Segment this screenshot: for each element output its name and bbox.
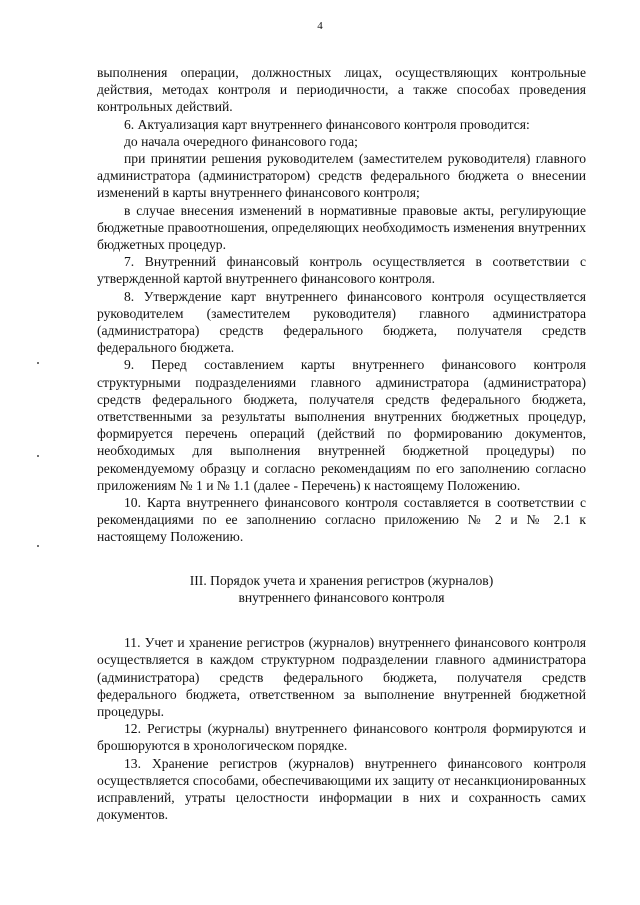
section-heading-line-1: III. Порядок учета и хранения регистров (журналов): [189, 572, 494, 588]
scan-speck: [37, 455, 39, 457]
paragraph: в случае внесения изменений в нормативные правовые акты, регулирующие бюджетные правоотношения, определяющих необходимость изменения внутренних бюджетных процедур.: [97, 202, 586, 253]
paragraph: 13. Хранение регистров (журналов) внутреннего финансового контроля осуществляется способами, обеспечивающими их защиту от несанкционированных исправлений, утраты целостности информации в них и сохранность самих документов.: [97, 755, 586, 823]
paragraph: 10. Карта внутреннего финансового контроля составляется в соответствии с рекомендациями по ее заполнению согласно приложению № 2 и № 2.1 к настоящему Положению.: [97, 495, 586, 545]
paragraph: до начала очередного финансового года;: [124, 133, 358, 149]
page-number: 4: [317, 20, 323, 32]
section-heading: [97, 572, 586, 606]
paragraph: при принятии решения руководителем (заместителем руководителя) главного администратора (администратором) средств федерального бюджета о внесении изменений в карты внутреннего финансового контроля;: [97, 151, 586, 201]
paragraph: 9. Перед составлением карты внутреннего финансового контроля структурными подразделениями главного администратора (администратора) средств федерального бюджета, получателя средств федерального бюджета, ответственными за результаты выполнения внутренних бюджетных процедур, формируется перечень операций (действий по формированию документов, необходимых для выполнения внутренней бюджетной процедуры) по рекомендуемому образцу и согласно рекомендациям по его заполнению согласно приложениям № 1 и № 1.1 (далее - Перечень) к настоящему Положению.: [97, 357, 586, 493]
paragraph: выполнения операции, должностных лицах, осуществляющих контрольные действия, методах контроля и периодичности, а также способах проведения контрольных действий.: [97, 65, 586, 115]
paragraphs-top: [97, 64, 586, 546]
paragraph: 11. Учет и хранение регистров (журналов) внутреннего финансового контроля осуществляется в каждом структурном подразделении главного администратора (администратора) средств федерального бюджета, получателя средств федерального бюджета, ответственном за выполнение внутренней бюджетной процедуры.: [97, 635, 586, 719]
document-body: [97, 64, 586, 823]
scan-speck: [37, 362, 39, 364]
paragraph: 7. Внутренний финансовый контроль осуществляется в соответствии с утвержденной картой внутреннего финансового контроля.: [97, 254, 586, 287]
paragraph: 8. Утверждение карт внутреннего финансового контроля осуществляется руководителем (заместителем руководителя) главного администратора (администратора) средств федерального бюджета, получателя средств федерального бюджета.: [97, 288, 586, 356]
paragraphs-bottom: [97, 634, 586, 823]
scan-speck: [37, 545, 39, 547]
paragraph: 12. Регистры (журналы) внутреннего финансового контроля формируются и брошюруются в хронологическом порядке.: [97, 721, 586, 754]
paragraph: 6. Актуализация карт внутреннего финансового контроля проводится:: [124, 116, 530, 132]
section-heading-line-2: внутреннего финансового контроля: [238, 589, 445, 605]
